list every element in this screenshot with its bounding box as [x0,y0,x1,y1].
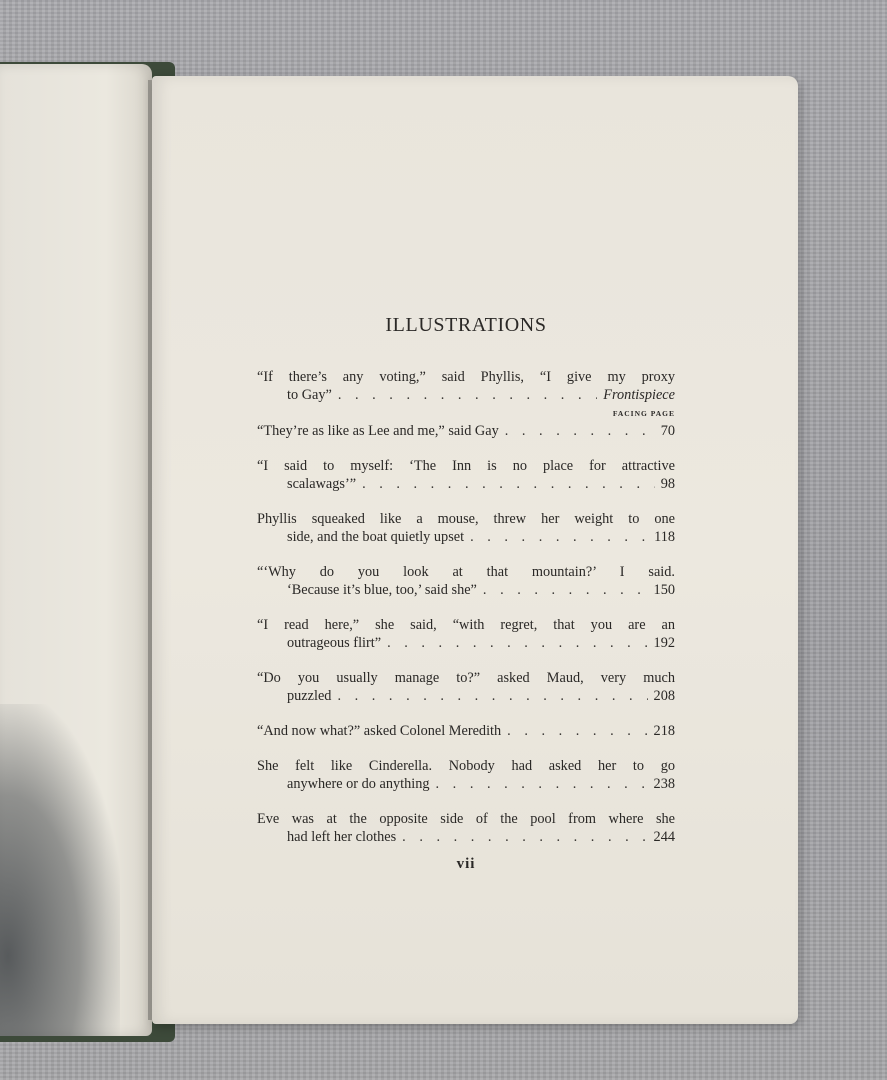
leader-dots [470,528,648,546]
list-item [257,510,675,546]
caption-line-1: “I read here,” she said, “with regret, that you are an [257,617,675,633]
page-number: 150 [653,582,675,598]
leader-dots [337,687,647,705]
caption-line-1: Phyllis squeaked like a mouse, threw her weight to one [257,511,675,527]
leader-dots [362,475,655,493]
list-item [257,722,675,740]
list-item [257,457,675,493]
caption-line-2: ‘Because it’s blue, too,’ said she” [287,582,477,598]
caption-line-2: anywhere or do anything [287,776,430,792]
hand-shadow [0,704,120,1036]
caption-line-2: side, and the boat quietly upset [287,529,465,545]
caption-line-2: puzzled [287,688,332,704]
leader-dots [507,722,647,740]
leader-dots [505,422,655,440]
page-number: 118 [654,529,675,545]
page-heading: ILLUSTRATIONS [385,314,547,336]
page-number: 218 [653,723,675,739]
page-number: 244 [653,829,675,845]
caption-line-1: “Do you usually manage to?” asked Maud, very much [257,670,675,686]
list-item [257,757,675,793]
page-number: Frontispiece [603,387,675,403]
leader-dots [483,581,648,599]
caption-line-2: scalawags’” [287,476,357,492]
leader-dots [402,828,647,846]
leader-dots [387,634,647,652]
caption-line-1: “If there’s any voting,” said Phyllis, “I give my proxy [257,369,675,385]
caption-line-1: She felt like Cinderella. Nobody had asked her to go [257,758,675,774]
caption-line-1: Eve was at the opposite side of the pool from where she [257,811,675,827]
caption-line-2: outrageous flirt” [287,635,382,651]
list-item [257,368,675,404]
list-item [257,669,675,705]
caption-line: “They’re as like as Lee and me,” said Gay [257,423,499,439]
caption-line: “And now what?” asked Colonel Meredith [257,723,502,739]
caption-line-2: to Gay” [287,387,332,403]
list-item [257,810,675,846]
page-number: 238 [653,776,675,792]
list-item [257,616,675,652]
page-number: 98 [660,476,675,492]
leader-dots [338,386,597,404]
caption-line-2: had left her clothes [287,829,397,845]
page-number: 192 [653,635,675,651]
caption-line-1: “I said to myself: ‘The Inn is no place for attractive [257,458,675,474]
left-page [0,64,152,1036]
page-folio: vii [456,856,476,872]
illustrations-list [257,316,675,873]
list-item [257,563,675,599]
leader-dots [436,775,648,793]
page-number: 70 [660,423,675,439]
facing-page-label: FACING PAGE [612,409,675,418]
right-page [152,76,798,1024]
list-item [257,422,675,440]
page-number: 208 [653,688,675,704]
caption-line-1: “‘Why do you look at that mountain?’ I said. [257,564,675,580]
